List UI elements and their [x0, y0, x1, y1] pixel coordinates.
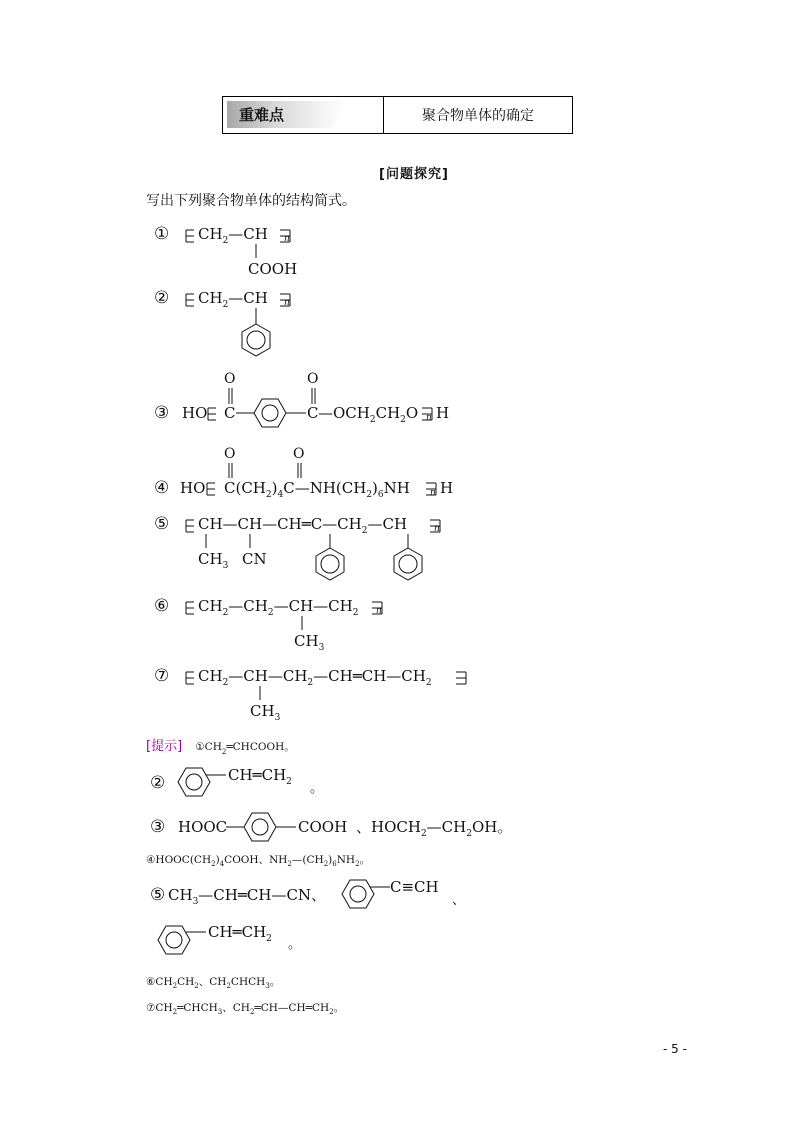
- n-label: n: [430, 488, 436, 498]
- answer-6: $⑥CH_2CH_2$、$CH_2CHCH_3$。: [146, 976, 281, 990]
- intro-text: 写出下列聚合物单体的结构简式。: [146, 193, 356, 209]
- benzene-circle: [262, 405, 278, 421]
- answer-2-formula: [150, 760, 350, 804]
- benzene-ring-icon: [242, 324, 270, 356]
- q4-h: H: [440, 479, 454, 497]
- bracket-left: [186, 294, 194, 306]
- benzene-circle: [252, 819, 268, 835]
- benzene-circle: [321, 555, 339, 573]
- bracket-left: [186, 230, 194, 242]
- q3-o2: O: [307, 371, 319, 387]
- bracket-left: [207, 483, 215, 495]
- n-label: n: [284, 234, 290, 244]
- q2-chain: $CH_2—CH$: [198, 289, 268, 310]
- q5-sub2: CN: [242, 550, 267, 568]
- q3-tail: $—OCH_2CH_2O$: [318, 404, 419, 425]
- answer-5-sep: 、: [452, 893, 466, 908]
- page-number: - 5 -: [663, 1042, 687, 1056]
- benzene-circle: [166, 932, 182, 948]
- benzene-ring-icon: [254, 399, 286, 427]
- bracket-left: [208, 408, 216, 420]
- q4-ho: HO: [180, 479, 206, 497]
- q5-sub1: $CH_3$: [198, 550, 229, 571]
- n-label: n: [376, 606, 382, 616]
- answer-3-formula: [150, 808, 530, 848]
- benzene-ring-icon: [394, 548, 422, 580]
- q7-chain: $CH_2—CH—CH_2—CH═CH—CH_2$: [198, 667, 432, 688]
- q6-sub: $CH_3$: [294, 632, 325, 653]
- q3-o1: O: [224, 371, 236, 387]
- benzene-ring-icon: [158, 926, 190, 954]
- benzene-ring-icon: [342, 880, 374, 908]
- answer-3-cooh: COOH: [298, 818, 348, 836]
- benzene-circle: [350, 886, 366, 902]
- answer-7: $⑦CH_2═CHCH_3$、$CH_2═CH—CH═CH_2$。: [146, 1002, 345, 1016]
- bracket-right: [456, 672, 466, 684]
- question-4-formula: [150, 442, 480, 502]
- answer-5-text: $CH_3—CH═CH—CN$、: [168, 886, 327, 907]
- topic-header-table: [222, 96, 573, 134]
- bracket-left: [186, 520, 194, 532]
- question-1-formula: [150, 218, 350, 288]
- q6-chain: $CH_2—CH_2—CH—CH_2$: [198, 597, 359, 618]
- benzene-circle: [186, 774, 202, 790]
- answer-3-rest: 、$HOCH_2—CH_2OH$。: [356, 818, 513, 839]
- badge-label: 重难点: [239, 106, 285, 124]
- q5-chain: $CH—CH—CH═C—CH_2—CH$: [198, 515, 408, 536]
- benzene-ring-icon: [178, 768, 210, 796]
- benzene-ring-icon: [244, 813, 276, 841]
- topic-badge-cell: [223, 97, 384, 133]
- q3-ho: HO: [182, 404, 208, 422]
- answer-5-group1: C≡CH: [390, 878, 439, 896]
- question-6-number: ⑥: [154, 596, 170, 616]
- benzene-ring-icon: [316, 548, 344, 580]
- answer-5-formula: [150, 872, 480, 964]
- answer-5-end: 。: [288, 937, 302, 952]
- q4-o2: O: [293, 446, 305, 462]
- question-6-formula: [150, 590, 410, 656]
- question-1-number: ①: [154, 224, 170, 244]
- q4-chain: $C(CH_2)_4C—NH(CH_2)_6NH$: [224, 479, 410, 500]
- topic-title: 聚合物单体的确定: [422, 108, 534, 124]
- n-label: n: [426, 413, 432, 423]
- n-label: n: [284, 298, 290, 308]
- q3-h: H: [436, 404, 450, 422]
- q1-sub: COOH: [248, 260, 298, 278]
- question-3-number: ③: [154, 403, 170, 423]
- question-2-number: ②: [154, 288, 170, 308]
- answer-2-end: 。: [310, 781, 324, 796]
- question-7-formula: [150, 660, 490, 726]
- hint-label: [提示]: [146, 739, 183, 754]
- q4-o1: O: [224, 446, 236, 462]
- answer-3-hooc: HOOC: [178, 818, 228, 836]
- bracket-left: [186, 602, 194, 614]
- section-tag: [问题探究]: [379, 167, 449, 182]
- answer-4: $④HOOC(CH_2)_4COOH$、$NH_2—(CH_2)_6NH_2$。: [146, 854, 371, 868]
- q1-chain: $CH_2—CH$: [198, 225, 268, 246]
- answer-3-number: ③: [150, 817, 166, 837]
- answer-1: $①CH_2═CHCOOH$。: [195, 741, 295, 756]
- benzene-circle: [247, 331, 265, 349]
- q3-c2: C: [307, 404, 319, 422]
- q7-sub: $CH_3$: [250, 702, 281, 723]
- n-label: n: [434, 524, 440, 534]
- bracket-left: [186, 672, 194, 684]
- benzene-circle: [399, 555, 417, 573]
- question-2-formula: [150, 282, 350, 362]
- question-5-number: ⑤: [154, 514, 170, 534]
- question-7-number: ⑦: [154, 666, 170, 686]
- answer-2-group: $CH═CH_2$: [228, 766, 292, 787]
- q3-c1: C: [224, 404, 236, 422]
- answer-1-line: [146, 735, 295, 756]
- answer-5-number: ⑤: [150, 885, 166, 905]
- question-5-formula: [150, 508, 470, 588]
- answer-2-number: ②: [150, 773, 166, 793]
- answer-5-group2: $CH═CH_2$: [208, 923, 272, 944]
- question-3-formula: [150, 366, 480, 436]
- question-4-number: ④: [154, 478, 170, 498]
